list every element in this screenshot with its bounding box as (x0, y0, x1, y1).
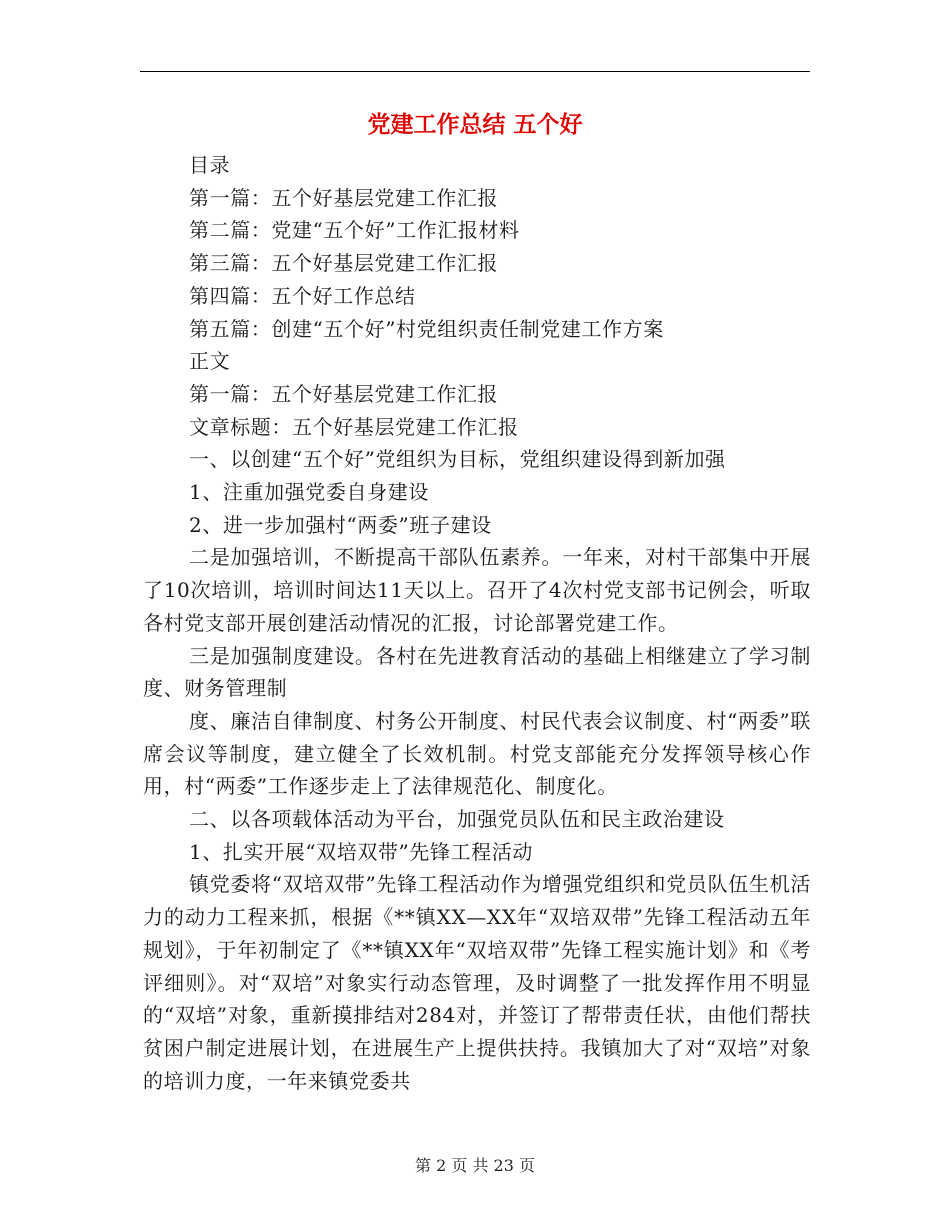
section-heading: 二、以各项载体活动为平台，加强党员队伍和民主政治建设 (189, 807, 725, 832)
page-number-footer: 第 2 页 共 23 页 (415, 1156, 535, 1175)
subsection-heading: 2、进一步加强村“两委”班子建设 (189, 512, 492, 537)
body-paragraph: 镇党委将“双培双带”先锋工程活动作为增强党组织和党员队伍生机活力的动力工程来抓，根据《**镇XX—XX年“双培双带”先锋工程活动五年规划》，于年初制定了《**镇XX年“双培双带”先锋工程实施计划》和《考评细则》。对“双培”对象实行动态管理，及时调整了一批发挥作用不明显的“双培”对象，重新摸排结对284对，并签订了帮带责任状，由他们帮扶贫困户制定进展计划，在进展生产上提供扶持。我镇加大了对“双培”对象的培训力度，一年来镇党委共 (143, 872, 811, 1093)
body-paragraph: 二是加强培训，不断提高干部队伍素养。一年来，对村干部集中开展了10次培训，培训时间达11天以上。召开了4次村党支部书记例会，听取各村党支部开展创建活动情况的汇报，讨论部署党建工作。 (143, 545, 811, 635)
section-heading: 一、以创建“五个好”党组织为目标，党组织建设得到新加强 (189, 447, 726, 472)
toc-item: 第五篇：创建“五个好”村党组织责任制党建工作方案 (189, 316, 664, 341)
toc-item: 第四篇：五个好工作总结 (189, 283, 416, 308)
toc-item: 第三篇：五个好基层党建工作汇报 (189, 251, 498, 276)
toc-item: 第一篇：五个好基层党建工作汇报 (189, 185, 498, 210)
body-paragraph: 三是加强制度建设。各村在先进教育活动的基础上相继建立了学习制度、财务管理制 (143, 643, 811, 701)
section-heading: 第一篇：五个好基层党建工作汇报 (189, 381, 498, 406)
toc-item: 第二篇：党建“五个好”工作汇报材料 (189, 218, 520, 243)
subsection-heading: 1、扎实开展“双培双带”先锋工程活动 (189, 839, 533, 864)
header-rule (140, 71, 810, 72)
subsection-heading: 1、注重加强党委自身建设 (189, 480, 429, 505)
document-title: 党建工作总结 五个好 (367, 111, 583, 138)
body-paragraph: 度、廉洁自律制度、村务公开制度、村民代表会议制度、村“两委”联席会议等制度，建立健全了长效机制。村党支部能充分发挥领导核心作用，村“两委”工作逐步走上了法律规范化、制度化。 (143, 708, 811, 799)
article-title-line: 文章标题：五个好基层党建工作汇报 (189, 414, 519, 439)
text-line: 正文 (189, 349, 231, 374)
text-line: 目录 (189, 153, 231, 177)
document-body (143, 149, 811, 1097)
